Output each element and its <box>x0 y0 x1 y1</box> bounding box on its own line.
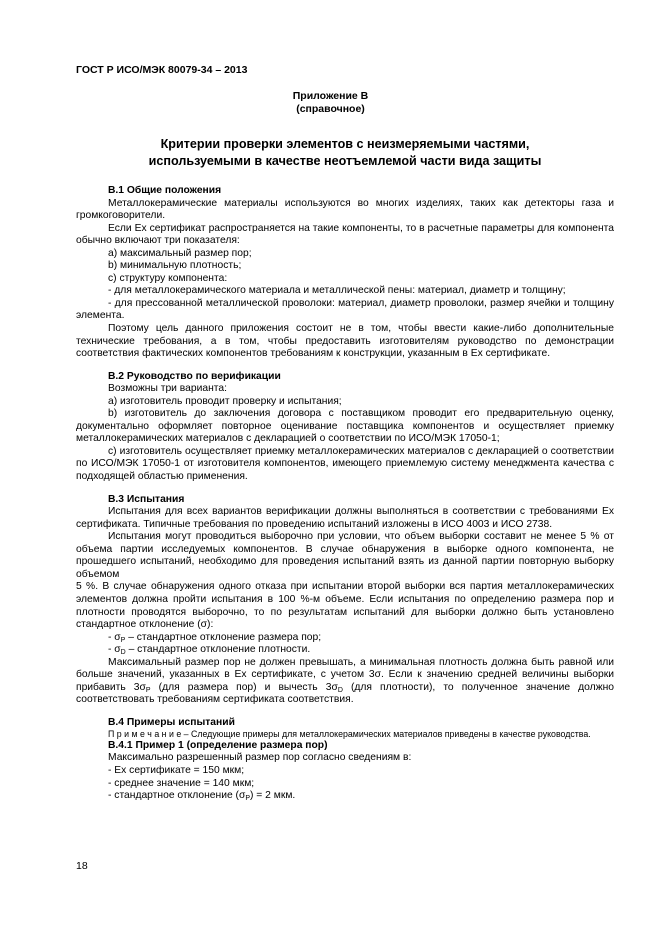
section-heading: В.2 Руководство по верификации <box>108 370 281 382</box>
list-item: с) структуру компонента: <box>108 272 228 284</box>
paragraph: Возможны три варианта: <box>108 383 227 395</box>
paragraph: Поэтому цель данного приложения состоит не в том, чтобы ввести какие-либо дополнительные технические требования, а в том, чтобы предоставить изготовителям руководство по демонстрации соответствия фактических компонентов требованиям к конструкции, указанным в Ex сертификате. <box>76 323 614 360</box>
section-heading: В.4 Примеры испытаний <box>108 716 235 728</box>
main-title <box>76 136 614 169</box>
paragraph: Металлокерамические материалы используются во многих изделиях, таких как детекторы газа и громкоговорители. <box>76 197 614 222</box>
list-item: - среднее значение = 140 мкм; <box>108 777 255 789</box>
appendix-kind: (справочное) <box>296 103 365 115</box>
main-title-line1: Критерии проверки элементов с неизмеряемыми частями, <box>160 137 530 151</box>
appendix-title: Приложение В <box>292 90 369 102</box>
list-item: а) изготовитель проводит проверку и испытания; <box>108 395 342 407</box>
paragraph: Если Ex сертификат распространяется на такие компоненты, то в расчетные параметры для компонента обычно включают три показателя: <box>76 222 614 247</box>
list-item: с) изготовитель осуществляет приемку металлокерамических материалов с декларацией о соответствии по ИСО/МЭК 17050-1 от изготовителя компонентов, имеющего приемлемую систему менеджмента качества с подходящей областью применения. <box>76 445 614 483</box>
paragraph: Максимально разрешенный размер пор согласно сведениям в: <box>108 752 412 764</box>
paragraph: Испытания для всех вариантов верификации должны выполняться в соответствии с требованиями Ex сертификата. Типичные требования по проведению испытаний изложены в ИСО 4003 и ИСО 2738. <box>76 506 614 530</box>
list-item: а) максимальный размер пор; <box>108 247 252 259</box>
main-title-line2: используемыми в качестве неотъемлемой части вида защиты <box>148 153 542 168</box>
list-item: b) минимальную плотность; <box>108 260 242 272</box>
list-item: - $\sigma_D$ – стандартное отклонение плотности. <box>108 644 311 657</box>
list-item: - для прессованной металлической проволоки: материал, диаметр проволоки, размер ячейки и толщину элемента. <box>76 297 614 322</box>
list-item: - стандартное отклонение $(\sigma_P) = 2$ мкм. <box>108 790 296 803</box>
standard-code: ГОСТ Р ИСО/МЭК 80079-34 – 2013 <box>76 64 248 76</box>
document-body <box>76 185 614 803</box>
list-item: - Ex сертификате = 150 мкм; <box>108 765 245 777</box>
section-heading: В.3 Испытания <box>108 493 185 505</box>
list-item: - $\sigma_P$ – стандартное отклонение размера пор; <box>108 631 322 644</box>
paragraph: 5 %. В случае обнаружения одного отказа при испытании второй выборки вся партия металлокерамических элементов должна пройти испытания в 100 %-м объеме. Если испытания по определению размера пор и плотности проводятся выборочно, то по результатам испытаний для выборки должно быть установлено стандартное отклонение (σ): <box>76 581 614 631</box>
list-item: b) изготовитель до заключения договора с поставщиком проводит его предварительную оценку, документально оформляет повторное оценивание поставщика компонентов и осуществляет приемку металлокерамических материалов с декларацией о соответствии по ИСО/МЭК 17050-1; <box>76 408 614 445</box>
page-number: 18 <box>76 860 88 872</box>
note: П р и м е ч а н и е – Следующие примеры для металлокерамических материалов приведены в качестве руководства. <box>108 729 591 740</box>
section-heading: В.1 Общие положения <box>108 185 222 196</box>
paragraph: Максимальный размер пор не должен превышать, а минимальная плотность должна быть равной или больше значений, указанных в Ex сертификате, с учетом 3σ. Если к значению средней величины выборки прибавить $3\sigma_P$ (для размера пор) и вычесть $3\sigma_D$ (для плотности), то полученное значение должно соответствовать требованиям сертификата соответствия. <box>76 656 614 706</box>
paragraph: Испытания могут проводиться выборочно при условии, что объем выборки составит не менее 5 % от объема партии исследуемых компонентов. В случае обнаружения в выборке одного компонента, не прошедшего испытаний, необходимо для проведения испытаний взять из данной партии повторную выборку объемом <box>76 531 614 580</box>
list-item: - для металлокерамического материала и металлической пены: материал, диаметр и толщину; <box>108 285 566 297</box>
subsection-heading: В.4.1 Пример 1 (определение размера пор) <box>108 739 328 751</box>
